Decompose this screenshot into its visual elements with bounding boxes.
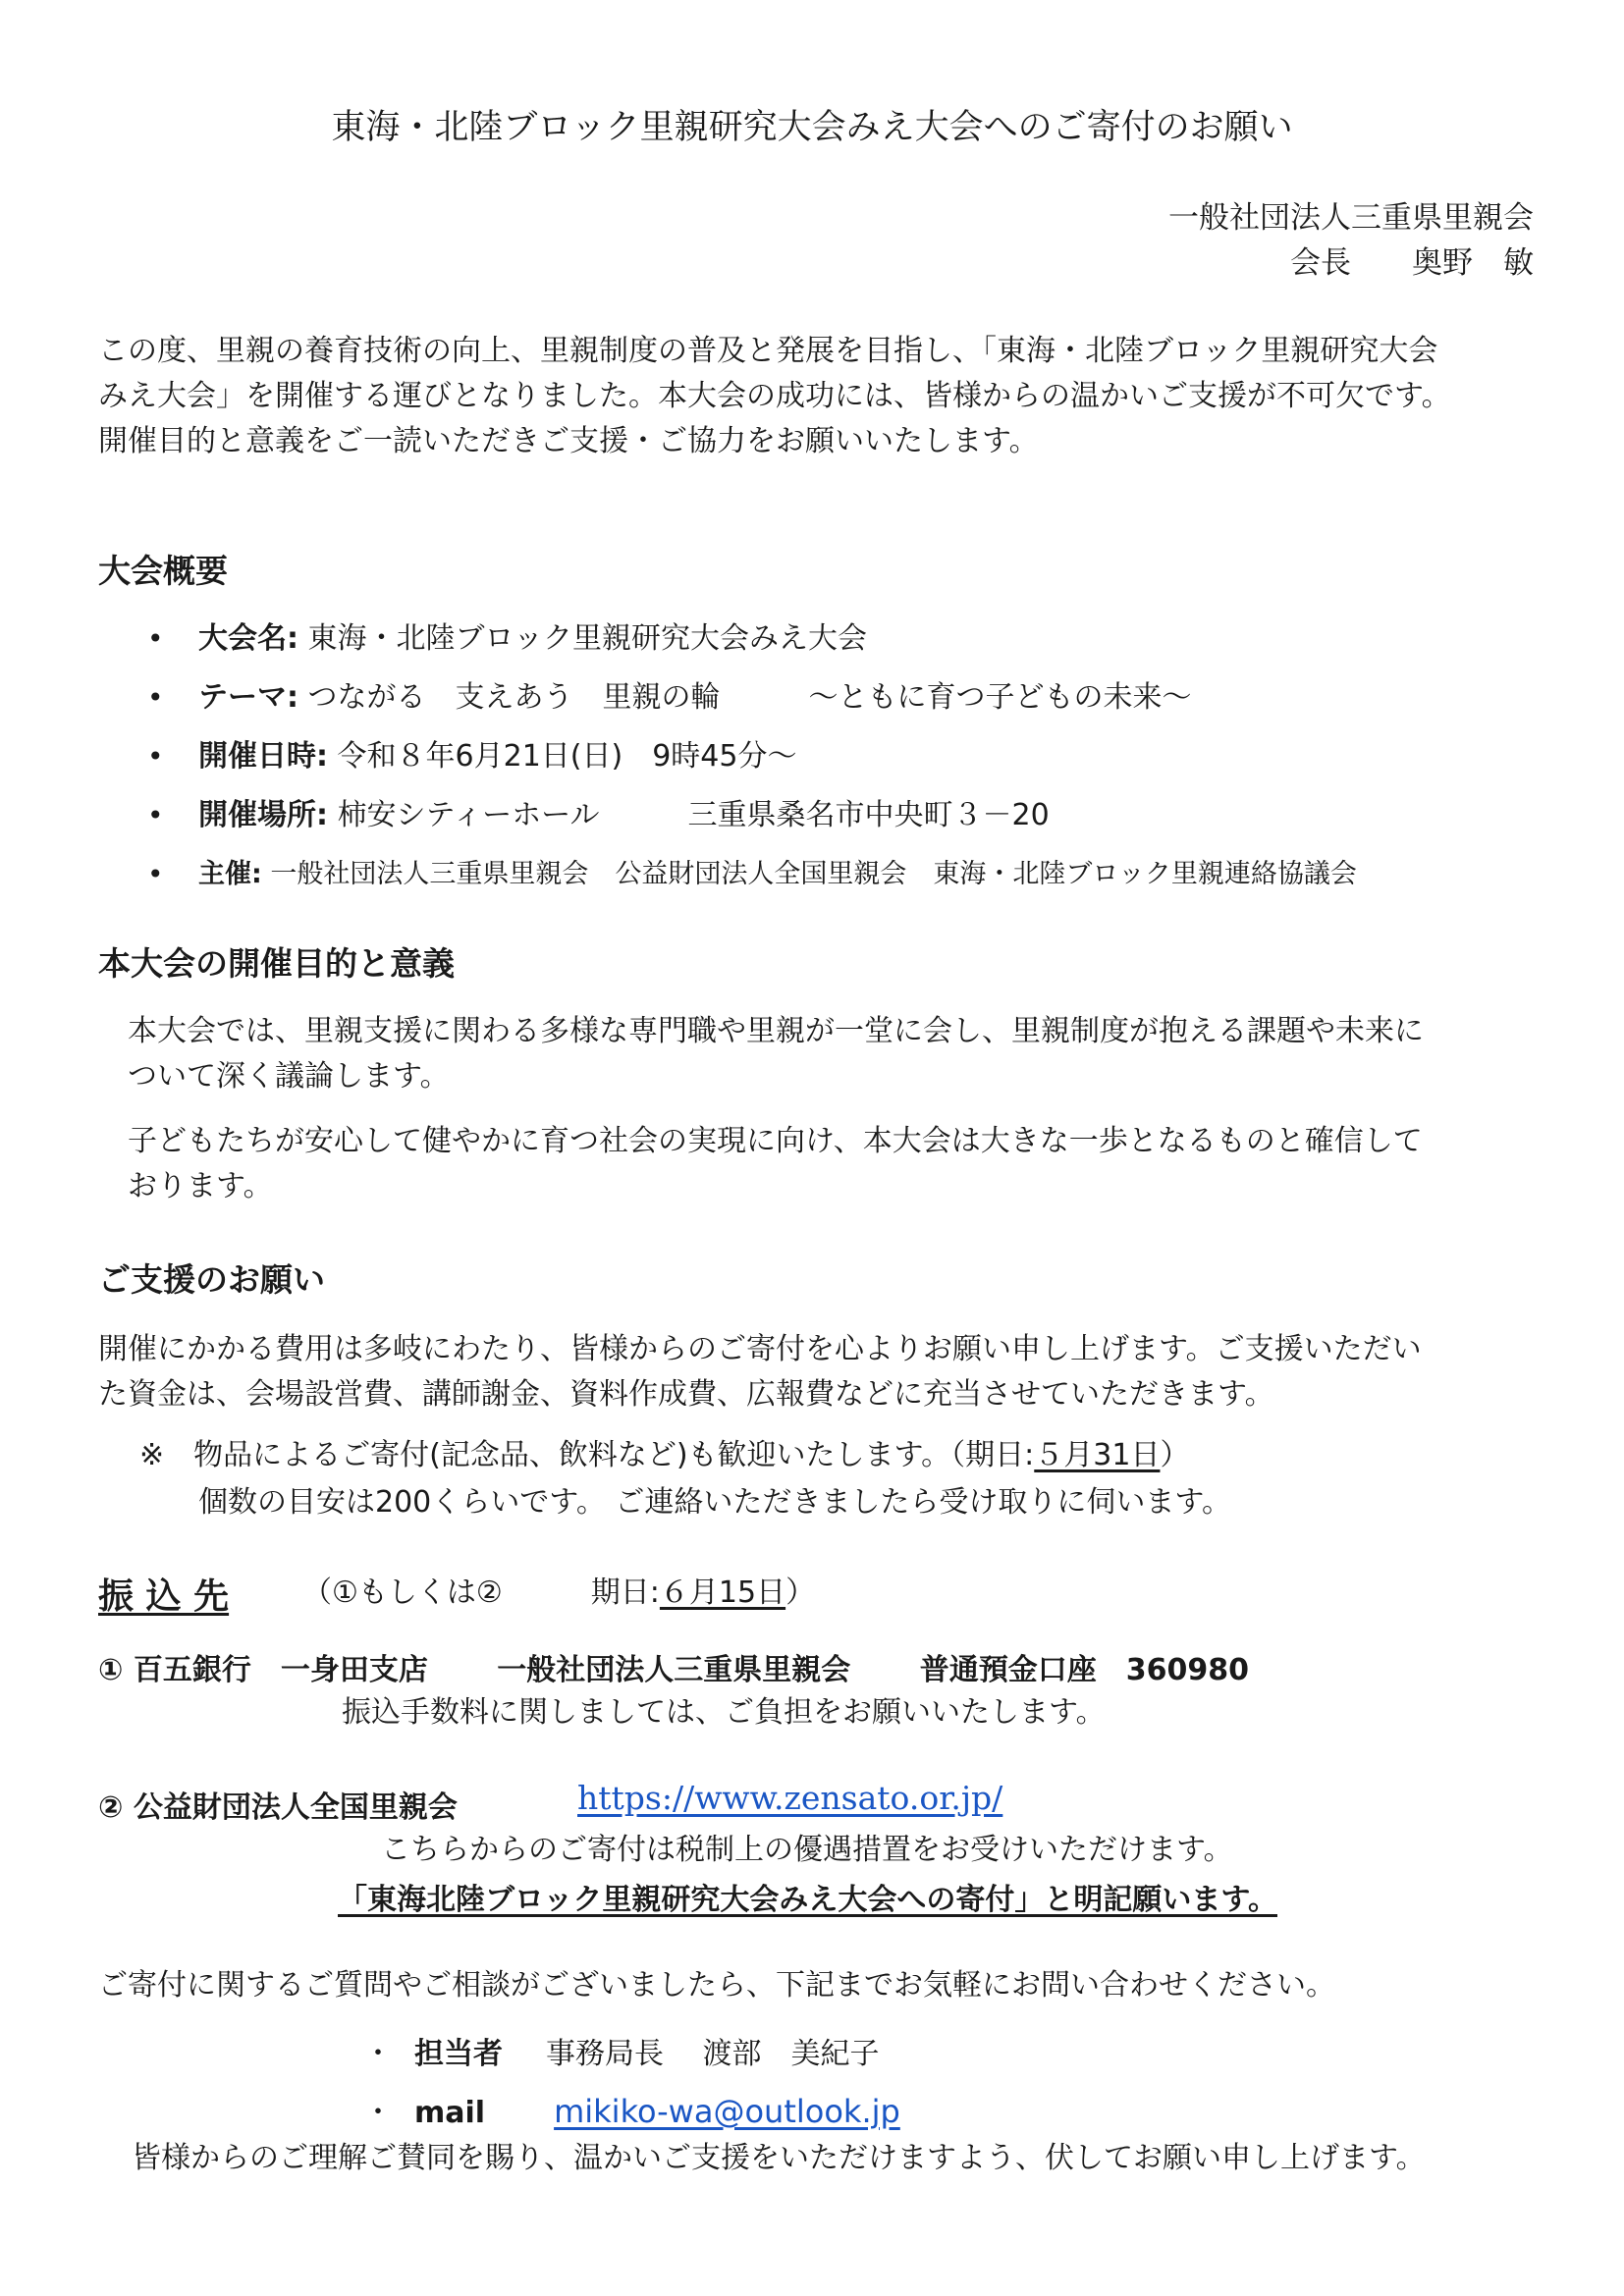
bullet-dot: ・ xyxy=(363,2037,393,2071)
transfer-option-1: ① 百五銀行 一身田支店 一般社団法人三重県里親会 普通預金口座 360980 xyxy=(98,1653,1249,1687)
sender-organization: 一般社団法人三重県里親会 xyxy=(1168,200,1534,236)
transfer-heading xyxy=(98,1569,229,1619)
support-paragraph xyxy=(98,1327,1422,1417)
intro-paragraph xyxy=(98,329,1451,464)
support-heading: ご支援のお願い xyxy=(98,1260,325,1299)
overview-item-value: 東海・北陸ブロック里親研究大会みえ大会 xyxy=(307,621,867,656)
contact-mail-row xyxy=(363,2089,900,2136)
donation-note-text: 「東海北陸ブロック里親研究大会みえ大会への寄付」と明記願います。 xyxy=(338,1883,1277,1917)
support-note xyxy=(139,1433,1189,1478)
support-note-text: ※ 物品によるご寄付(記念品、飲料など)も歓迎いたします。（期日: xyxy=(139,1438,1035,1472)
transfer-deadline: ６月15日 xyxy=(659,1575,786,1610)
support-line: 開催にかかる費用は多岐にわたり、皆様からのご寄付を心よりお願い申し上げます。ご支援いただい xyxy=(98,1332,1422,1366)
intro-line: みえ大会」を開催する運びとなりました。本大会の成功には、皆様からの温かいご支援が不可欠です。 xyxy=(98,379,1451,413)
overview-item-label: テーマ: xyxy=(198,680,298,715)
overview-item xyxy=(147,616,1357,675)
transfer-sub-close: ） xyxy=(785,1575,816,1610)
transfer-heading-text: 振 込 先 xyxy=(98,1576,230,1617)
contact-email-link[interactable]: mikiko-wa@outlook.jp xyxy=(554,2093,900,2130)
overview-item-value: 令和８年6月21日(日) 9時45分～ xyxy=(337,739,797,774)
support-note-line2: 個数の目安は200くらいです。 ご連絡いただきましたら受け取りに伺います。 xyxy=(198,1485,1231,1520)
sender-name: 奥野 敏 xyxy=(1412,245,1534,281)
transfer-option-2-emphasis xyxy=(338,1875,1277,1918)
overview-item-value: つながる 支えあう 里親の輪 ～ともに育つ子どもの未来～ xyxy=(307,680,1192,715)
overview-item-value: 一般社団法人三重県里親会 公益財団法人全国里親会 東海・北陸ブロック里親連絡協議会 xyxy=(270,859,1357,889)
purpose-paragraph-2 xyxy=(128,1119,1423,1209)
transfer-subheading xyxy=(302,1571,815,1616)
sender-title-line xyxy=(1290,241,1534,286)
purpose-line: 本大会では、里親支援に関わる多様な専門職や里親が一堂に会し、里親制度が抱える課題や未来に xyxy=(128,1014,1424,1048)
contact-person-value: 事務局長 渡部 美紀子 xyxy=(546,2037,880,2071)
overview-list xyxy=(147,616,1357,911)
transfer-option-1-note: 振込手数料に関しましては、ご負担をお願いいたします。 xyxy=(342,1695,1106,1730)
support-note-deadline: ５月31日 xyxy=(1034,1438,1161,1472)
overview-item-label: 大会名: xyxy=(198,621,298,656)
transfer-sub-text: （①もしくは② 期日: xyxy=(302,1575,660,1610)
purpose-heading: 本大会の開催目的と意義 xyxy=(98,944,455,983)
contact-person-row xyxy=(363,2032,880,2077)
page-title: 東海・北陸ブロック里親研究大会みえ大会へのご寄付のお願い xyxy=(331,108,1293,147)
overview-item-label: 主催: xyxy=(198,859,262,889)
support-line: た資金は、会場設営費、講師謝金、資料作成費、広報費などに充当させていただきます。 xyxy=(98,1377,1274,1412)
contact-intro: ご寄付に関するご質問やご相談がございましたら、下記までお気軽にお問い合わせください。 xyxy=(98,1968,1335,2002)
support-note-close: ） xyxy=(1160,1438,1190,1472)
overview-item xyxy=(147,793,1357,852)
contact-mail-label: mail xyxy=(414,2096,486,2130)
intro-line: この度、里親の養育技術の向上、里親制度の普及と発展を目指し、「東海・北陸ブロック里親研究大会 xyxy=(98,334,1438,368)
zensato-link[interactable] xyxy=(577,1779,1002,1817)
purpose-line: おります。 xyxy=(128,1169,273,1203)
overview-item xyxy=(147,675,1357,734)
bullet-dot: ・ xyxy=(363,2096,393,2130)
sender-role: 会長 xyxy=(1290,245,1351,281)
overview-heading: 大会概要 xyxy=(98,552,228,590)
contact-person-label: 担当者 xyxy=(414,2037,503,2071)
purpose-line: 子どもたちが安心して健やかに育つ社会の実現に向け、本大会は大きな一歩となるものと確信して xyxy=(128,1124,1423,1158)
overview-item-label: 開催場所: xyxy=(198,798,328,832)
zensato-link-text[interactable]: https://www.zensato.or.jp/ xyxy=(577,1779,1003,1817)
purpose-paragraph-1 xyxy=(128,1009,1424,1099)
overview-item-label: 開催日時: xyxy=(198,739,328,774)
overview-item xyxy=(147,734,1357,793)
intro-line: 開催目的と意義をご一読いただきご支援・ご協力をお願いいたします。 xyxy=(98,424,1039,458)
purpose-line: ついて深く議論します。 xyxy=(128,1059,450,1094)
overview-item-value: 柿安シティーホール 三重県桑名市中央町３－20 xyxy=(337,798,1050,832)
transfer-option-2-note: こちらからのご寄付は税制上の優遇措置をお受けいただけます。 xyxy=(381,1833,1233,1867)
closing-text: 皆様からのご理解ご賛同を賜り、温かいご支援をいただけますよう、伏してお願い申し上げます。 xyxy=(132,2141,1426,2175)
overview-item xyxy=(147,852,1357,911)
transfer-option-2-label: ② 公益財団法人全国里親会 xyxy=(98,1790,458,1825)
